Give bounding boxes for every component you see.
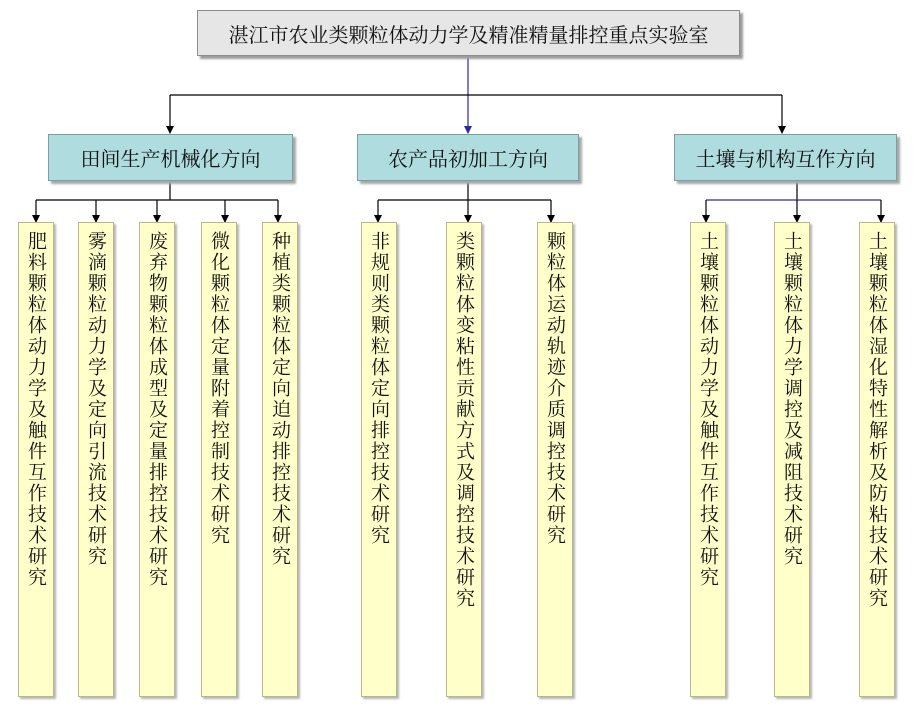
leaf-label: 土壤颗粒体力学调控及减阻技术研究: [781, 231, 803, 567]
leaf-label: 雾滴颗粒动力学及定向引流技术研究: [85, 231, 107, 567]
leaf-node: [139, 222, 175, 697]
root-node: [197, 10, 740, 56]
leaf-node: [537, 222, 573, 697]
leaf-node: [361, 222, 397, 697]
leaf-node: [774, 222, 810, 697]
branch-node-field-mechanization: [48, 134, 293, 181]
leaf-node: [859, 222, 895, 697]
leaf-node: [446, 222, 482, 697]
leaf-label: 土壤颗粒体湿化特性解析及防粘技术研究: [866, 231, 888, 609]
leaf-label: 颗粒体运动轨迹介质调控技术研究: [544, 231, 566, 546]
leaf-label: 废弃物颗粒体成型及定量排控技术研究: [146, 231, 168, 588]
leaf-node: [201, 222, 237, 697]
leaf-node: [262, 222, 298, 697]
branch-node-agri-processing: [357, 134, 579, 181]
leaf-node: [18, 222, 54, 697]
leaf-label: 土壤颗粒体动力学及触件互作技术研究: [697, 231, 719, 588]
leaf-label: 类颗粒体变粘性贡献方式及调控技术研究: [453, 231, 475, 609]
branch-node-soil-interaction: [674, 134, 897, 181]
leaf-label: 微化颗粒体定量附着控制技术研究: [208, 231, 230, 546]
leaf-label: 非规则类颗粒体定向排控技术研究: [368, 231, 390, 546]
leaf-label: 种植类颗粒体定向迫动排控技术研究: [269, 231, 291, 567]
branch-label: 农产品初加工方向: [388, 147, 548, 171]
leaf-label: 肥料颗粒体动力学及触件互作技术研究: [25, 231, 47, 588]
leaf-node: [78, 222, 114, 697]
branch-label: 土壤与机构互作方向: [695, 147, 876, 171]
leaf-node: [690, 222, 726, 697]
branch-label: 田间生产机械化方向: [80, 147, 261, 171]
root-label: 湛江市农业类颗粒体动力学及精准精量排控重点实验室: [228, 22, 709, 47]
